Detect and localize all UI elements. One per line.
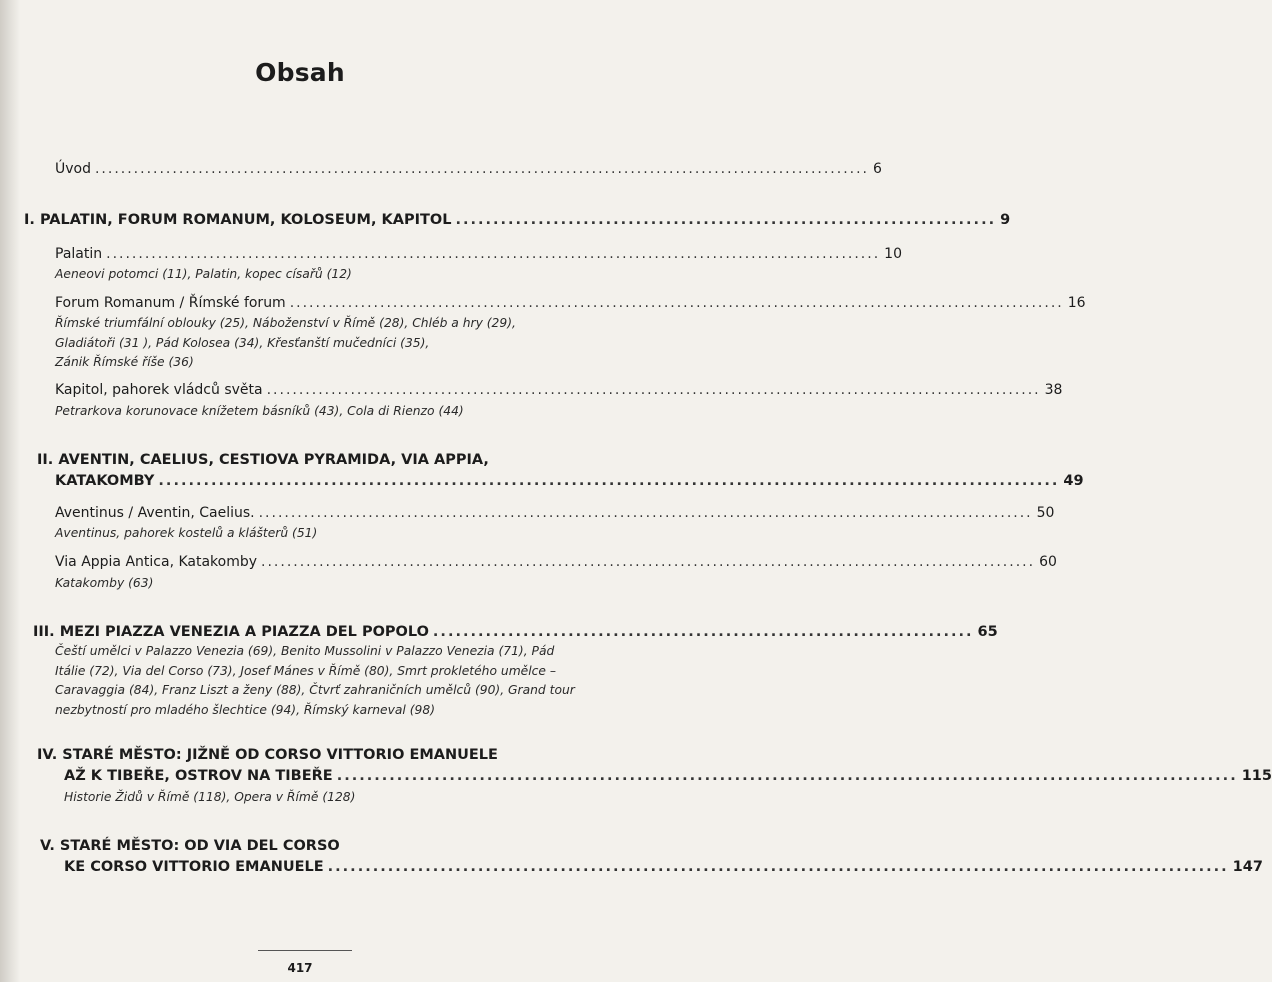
toc-entry-kapitol — [55, 382, 1063, 398]
toc-part-1 — [24, 212, 1011, 228]
toc-leader-dots: ........................................................................................................................ — [94, 161, 870, 177]
toc-subentry-line: Zánik Římské říše (36) — [55, 355, 194, 369]
toc-page-number: 6 — [873, 161, 882, 177]
toc-subentries-palatin: Aeneovi potomci (11), Palatin, kopec císařů (12) — [55, 267, 352, 281]
toc-entry-palatin — [55, 246, 902, 262]
toc-entry-label: Palatin — [55, 246, 103, 262]
toc-entry-label: Via Appia Antica, Katakomby — [55, 554, 258, 570]
toc-page-number: 147 — [1232, 859, 1263, 875]
toc-subentries-aventinus: Aventinus, pahorek kostelů a klášterů (51) — [55, 526, 318, 540]
toc-subentries-kapitol: Petrarkova korunovace knížetem básníků (43), Cola di Rienzo (44) — [55, 404, 464, 418]
toc-page-number: 65 — [977, 624, 998, 640]
toc-leader-dots: ........................................................................................................................ — [336, 768, 1238, 784]
toc-part-2 — [55, 473, 1084, 489]
page-gutter-shadow — [0, 0, 20, 982]
toc-part-label: I. PALATIN, FORUM ROMANUM, KOLOSEUM, KAPITOL — [24, 212, 452, 228]
toc-page-number: 16 — [1067, 295, 1086, 311]
toc-entry-via-appia — [55, 554, 1057, 570]
toc-subentries-part-4: Historie Židů v Římě (118), Opera v Římě (128) — [64, 790, 356, 804]
page-title: Obsah — [255, 58, 345, 87]
toc-subentry-line: Caravaggia (84), Franz Liszt a ženy (88), Čtvrť zahraničních umělců (90), Grand tour — [55, 683, 575, 697]
toc-subentry-line: Gladiátoři (31 ), Pád Kolosea (34), Křesťanští mučedníci (35), — [55, 335, 430, 350]
toc-page-number: 115 — [1241, 768, 1272, 784]
toc-leader-dots: ........................................................................................................................ — [258, 505, 1033, 521]
toc-leader-dots: ........................................................................................................................ — [106, 246, 881, 262]
toc-part-label: KE CORSO VITTORIO EMANUELE — [64, 859, 324, 875]
toc-leader-dots: ........................................................................ — [432, 624, 974, 640]
footer-rule — [258, 950, 352, 951]
toc-page-number: 60 — [1039, 554, 1057, 570]
toc-page-number: 10 — [884, 246, 902, 262]
toc-part-4-line1: IV. STARÉ MĚSTO: JIŽNĚ OD CORSO VITTORIO EMANUELE — [37, 747, 498, 763]
toc-entry-label: Forum Romanum / Římské forum — [55, 295, 286, 311]
toc-leader-dots: ........................................................................................................................ — [289, 295, 1064, 311]
toc-entry-aventinus — [55, 505, 1055, 521]
toc-entry-label: Aventinus / Aventin, Caelius. — [55, 505, 255, 521]
toc-entry-uvod — [55, 161, 882, 177]
toc-entry-label: Kapitol, pahorek vládců světa — [55, 382, 263, 398]
toc-entry-label: Úvod — [55, 161, 91, 177]
toc-part-3 — [33, 624, 998, 640]
toc-part-5-line1: V. STARÉ MĚSTO: OD VIA DEL CORSO — [40, 838, 340, 854]
page-number: 417 — [287, 961, 313, 975]
toc-page-number: 38 — [1044, 382, 1063, 398]
toc-entry-forum — [55, 295, 1086, 311]
toc-part-label: III. MEZI PIAZZA VENEZIA A PIAZZA DEL POPOLO — [33, 624, 429, 640]
toc-page-number: 9 — [1000, 212, 1011, 228]
toc-part-label: KATAKOMBY — [55, 473, 155, 489]
toc-subentry-line: nezbytností pro mladého šlechtice (94), Římský karneval (98) — [55, 702, 435, 717]
toc-leader-dots: ........................................................................................................................ — [327, 859, 1229, 875]
toc-leader-dots: ........................................................................................................................ — [158, 473, 1060, 489]
toc-subentries-forum — [55, 314, 516, 373]
toc-part-5 — [64, 859, 1263, 875]
toc-page-number: 49 — [1063, 473, 1084, 489]
toc-leader-dots: ........................................................................................................................ — [261, 554, 1036, 570]
toc-leader-dots: ........................................................................................................................ — [266, 382, 1041, 398]
toc-subentries-part-3 — [55, 642, 575, 720]
toc-subentries-via-appia: Katakomby (63) — [55, 576, 154, 590]
toc-leader-dots: ........................................................................ — [455, 212, 997, 228]
toc-subentry-line: Čeští umělci v Palazzo Venezia (69), Benito Mussolini v Palazzo Venezia (71), Pád — [55, 644, 555, 658]
toc-subentry-line: Římské triumfální oblouky (25), Náboženství v Římě (28), Chléb a hry (29), — [55, 316, 516, 330]
toc-part-2-line1: II. AVENTIN, CAELIUS, CESTIOVA PYRAMIDA, VIA APPIA, — [37, 452, 489, 468]
toc-subentry-line: Itálie (72), Via del Corso (73), Josef Mánes v Římě (80), Smrt prokletého umělce – — [55, 663, 557, 678]
toc-part-label: AŽ K TIBEŘE, OSTROV NA TIBEŘE — [64, 768, 333, 784]
toc-page-number: 50 — [1036, 505, 1055, 521]
toc-part-4 — [64, 768, 1272, 784]
